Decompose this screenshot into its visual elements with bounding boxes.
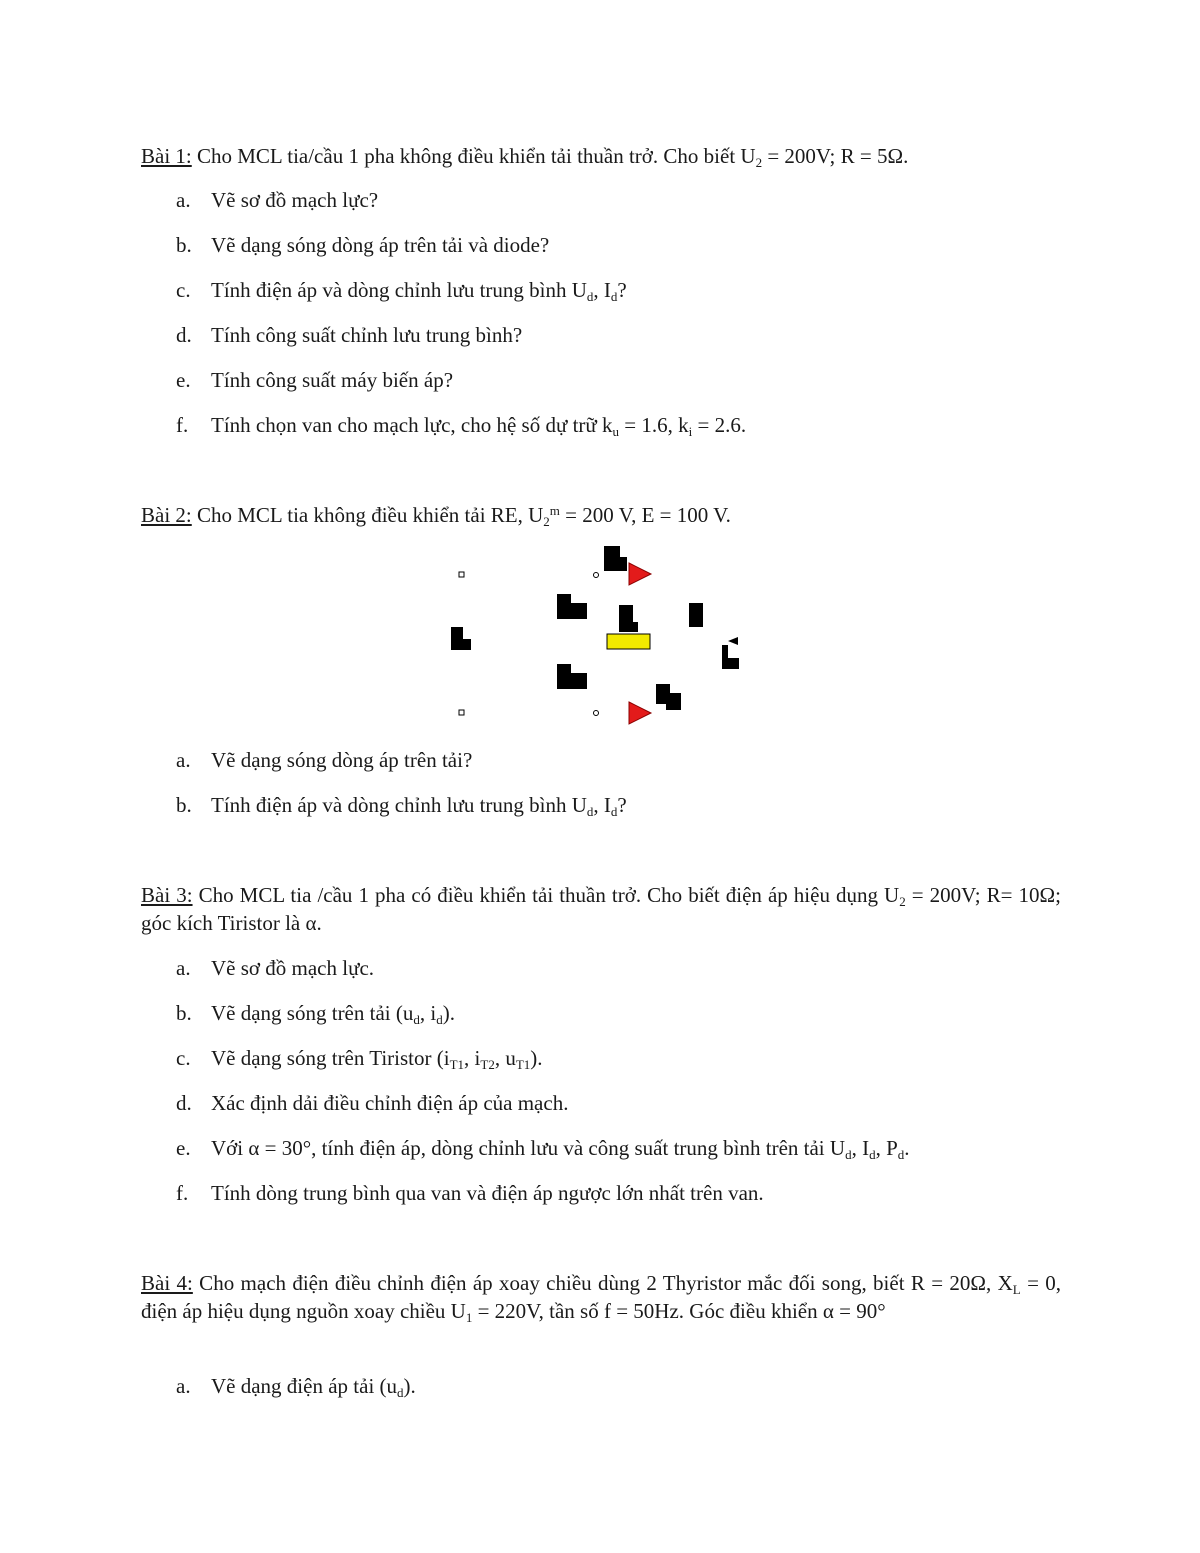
block-center [619, 605, 638, 632]
bai4-statement [141, 1269, 1061, 1325]
item-text: = 1.6, k [619, 413, 689, 437]
item-text: Vẽ dạng điện áp tải (u [211, 1374, 398, 1398]
item-text: Vẽ dạng sóng trên tải (u [211, 1001, 414, 1025]
bai4-sub: 1 [465, 1310, 473, 1325]
item-sub: T1 [515, 1057, 531, 1072]
item-text: , I [593, 793, 611, 817]
item-sub: d [586, 804, 594, 819]
item-text: Vẽ dạng sóng dòng áp trên tải? [211, 748, 473, 772]
item-text: ? [617, 278, 627, 302]
item-sub: i [688, 424, 693, 439]
bai1-item-d [176, 321, 522, 349]
block-far-right [722, 645, 739, 669]
terminal-bottom-left [459, 710, 464, 715]
item-text: , i [419, 1001, 437, 1025]
bai4-sub: L [1012, 1282, 1021, 1297]
bai4-item-a [176, 1372, 416, 1400]
item-marker: a. [176, 956, 191, 980]
item-text: Vẽ sơ đồ mạch lực. [211, 956, 375, 980]
item-text: Vẽ dạng sóng trên Tiristor (i [211, 1046, 450, 1070]
item-text: Tính công suất máy biến áp? [211, 368, 454, 392]
bai1-text-post: = 200V; R = 5Ω. [762, 144, 909, 168]
item-marker: e. [176, 1136, 191, 1160]
bai3-item-f [176, 1179, 764, 1207]
item-text: ). [442, 1001, 455, 1025]
item-marker: d. [176, 1091, 192, 1115]
item-text: , u [494, 1046, 516, 1070]
item-marker: f. [176, 1181, 189, 1205]
item-text: , i [464, 1046, 481, 1070]
bai2-sub: 2 [543, 514, 550, 529]
bai4-text: = 0, điện áp hiệu dụng nguồn xoay chiều U [141, 1271, 1062, 1323]
bai1-item-b [176, 231, 549, 259]
item-marker: a. [176, 1374, 191, 1398]
bai2-sup: m [549, 503, 560, 518]
item-sub: d [397, 1385, 404, 1400]
item-marker: c. [176, 1046, 191, 1070]
item-sub: d [845, 1147, 852, 1162]
bai3-text-post: = 200V; R= 10Ω; góc kích Tiristor là α. [141, 883, 1062, 935]
item-sub: T1 [449, 1057, 465, 1072]
diode-bottom-icon [629, 702, 651, 724]
bai3-item-d [176, 1089, 568, 1117]
item-sub: d [869, 1147, 876, 1162]
item-sub: u [612, 424, 620, 439]
bai1-statement [141, 142, 1061, 170]
block-low-left [557, 664, 587, 689]
item-text: , P [875, 1136, 898, 1160]
resistor-icon [607, 634, 650, 649]
item-marker: e. [176, 368, 191, 392]
bai3-sub: 2 [899, 894, 906, 909]
item-sub: d [897, 1147, 905, 1162]
bai2-label: Bài 2: [141, 503, 192, 527]
item-marker: b. [176, 793, 192, 817]
circuit-diagram [430, 540, 760, 735]
item-text: Tính điện áp và dòng chỉnh lưu trung bình U [211, 278, 587, 302]
item-text: , I [593, 278, 611, 302]
item-marker: a. [176, 188, 191, 212]
block-top [604, 546, 627, 571]
item-text: ). [530, 1046, 543, 1070]
item-text: Xác định dải điều chỉnh điện áp của mạch. [211, 1091, 569, 1115]
bai1-item-a [176, 186, 378, 214]
item-text: Vẽ dạng sóng dòng áp trên tải và diode? [211, 233, 550, 257]
terminal-top-left [459, 572, 464, 577]
bai3-label: Bài 3: [141, 883, 193, 907]
item-marker: a. [176, 748, 191, 772]
item-text: , I [851, 1136, 870, 1160]
diode-top-icon [629, 563, 651, 585]
bai2-item-a [176, 746, 472, 774]
item-sub: d [436, 1012, 443, 1027]
item-text: = 2.6. [692, 413, 747, 437]
bai1-text: Cho MCL tia/cầu 1 pha không điều khiển tải thuần trở. Cho biết U [191, 144, 756, 168]
node-bottom [594, 711, 599, 716]
block-left [451, 627, 471, 650]
item-text: Tính chọn van cho mạch lực, cho hệ số dự trữ k [211, 413, 613, 437]
bai1-item-c [176, 276, 627, 304]
item-sub: d [610, 289, 618, 304]
item-text: Vẽ sơ đồ mạch lực? [211, 188, 379, 212]
item-sub: d [413, 1012, 420, 1027]
item-marker: b. [176, 1001, 192, 1025]
bai3-item-b [176, 999, 455, 1027]
item-marker: d. [176, 323, 192, 347]
item-text: Tính điện áp và dòng chỉnh lưu trung bình U [211, 793, 587, 817]
node-top [594, 573, 599, 578]
bai3-item-a [176, 954, 374, 982]
bai3-text: Cho MCL tia /cầu 1 pha có điều khiển tải thuần trở. Cho biết điện áp hiệu dụng U [192, 883, 900, 907]
bai1-label: Bài 1: [141, 144, 192, 168]
item-marker: b. [176, 233, 192, 257]
block-mid-left [557, 594, 587, 619]
bai4-text: = 220V, tần số f = 50Hz. Góc điều khiển α = 90° [472, 1299, 886, 1323]
block-low-right [656, 684, 681, 710]
bai2-text: Cho MCL tia không điều khiển tải RE, U [191, 503, 544, 527]
bai2-item-b [176, 791, 627, 819]
item-sub: T2 [480, 1057, 495, 1072]
bai2-statement [141, 501, 1061, 529]
item-sub: d [610, 804, 618, 819]
bai4-label: Bài 4: [141, 1271, 193, 1295]
item-text: ? [617, 793, 627, 817]
item-marker: c. [176, 278, 191, 302]
bai3-item-e [176, 1134, 910, 1162]
bai3-statement [141, 881, 1061, 937]
bai4-text: Cho mạch điện điều chỉnh điện áp xoay chiều dùng 2 Thyristor mắc đối song, biết R = 20Ω, X [192, 1271, 1013, 1295]
block-right [689, 603, 703, 627]
item-marker: f. [176, 413, 189, 437]
item-text: Tính công suất chỉnh lưu trung bình? [211, 323, 523, 347]
bai2-text-post: = 200 V, E = 100 V. [559, 503, 731, 527]
bai1-item-e [176, 366, 453, 394]
item-text: Với α = 30°, tính điện áp, dòng chỉnh lưu và công suất trung bình trên tải U [211, 1136, 846, 1160]
item-text: . [904, 1136, 910, 1160]
arrow-small-icon [728, 637, 738, 645]
item-text: ). [403, 1374, 416, 1398]
bai1-sub: 2 [755, 155, 763, 170]
item-sub: d [586, 289, 594, 304]
bai3-item-c [176, 1044, 543, 1072]
item-text: Tính dòng trung bình qua van và điện áp ngược lớn nhất trên van. [211, 1181, 764, 1205]
bai1-item-f [176, 411, 746, 439]
